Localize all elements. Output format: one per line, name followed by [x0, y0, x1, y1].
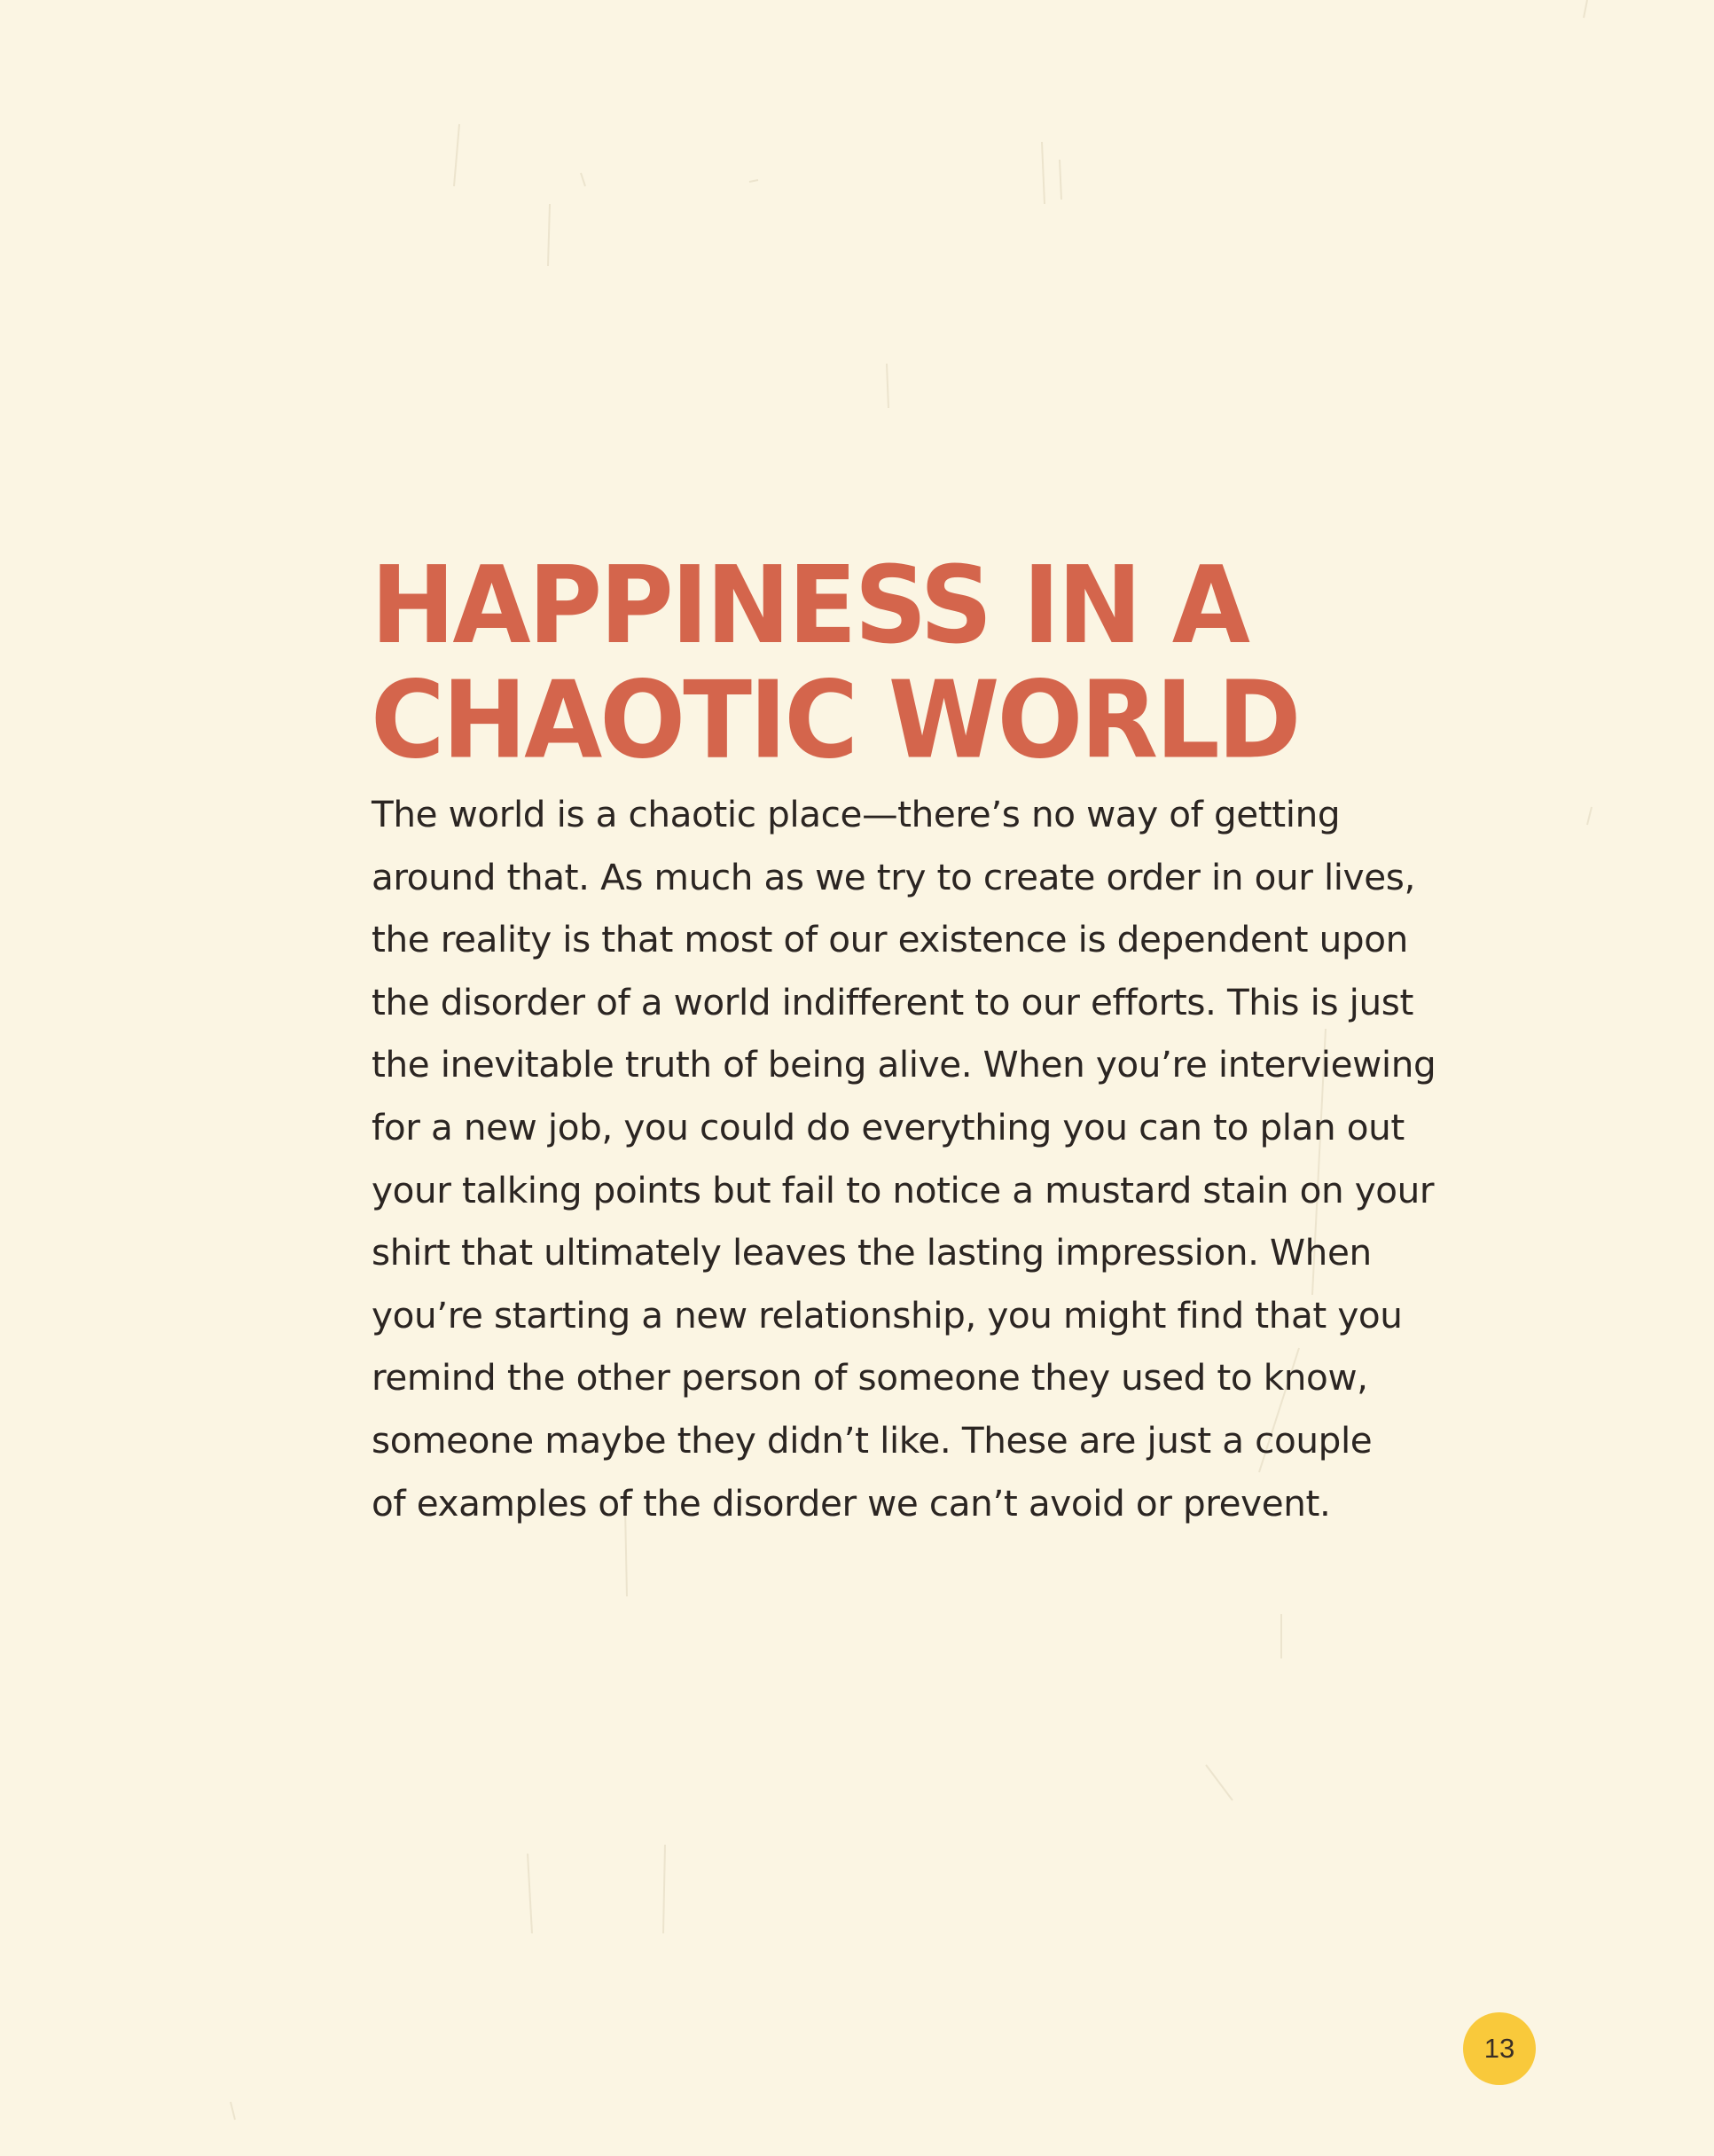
body-line-2: around that. As much as we try to create order in our lives, — [372, 855, 1415, 898]
body-line-6: for a new job, you could do everything you can to plan out — [372, 1105, 1405, 1149]
body-line-8: shirt that ultimately leaves the lasting impression. When — [372, 1231, 1372, 1274]
body-line-11: someone maybe they didn’t like. These are just a couple — [372, 1418, 1373, 1462]
body-line-4: the disorder of a world indifferent to our efforts. This is just — [372, 980, 1413, 1023]
heading-line-2: CHAOTIC WORLD — [371, 656, 1299, 782]
body-paragraph — [372, 783, 1542, 1534]
page-heading — [371, 542, 1523, 782]
body-line-1: The world is a chaotic place—there’s no way of getting — [372, 793, 1341, 835]
body-line-12: of examples of the disorder we can’t avoid or prevent. — [372, 1481, 1331, 1525]
body-line-9: you’re starting a new relationship, you might find that you — [372, 1293, 1403, 1337]
page-number-badge: 13 — [1463, 2012, 1536, 2085]
body-line-10: remind the other person of someone they used to know, — [372, 1356, 1368, 1399]
heading-line-1: HAPPINESS IN A — [371, 542, 1248, 668]
body-line-7: your talking points but fail to notice a mustard stain on your — [372, 1168, 1435, 1211]
body-line-3: the reality is that most of our existence is dependent upon — [372, 918, 1408, 961]
body-line-5: the inevitable truth of being alive. When you’re interviewing — [372, 1043, 1436, 1086]
